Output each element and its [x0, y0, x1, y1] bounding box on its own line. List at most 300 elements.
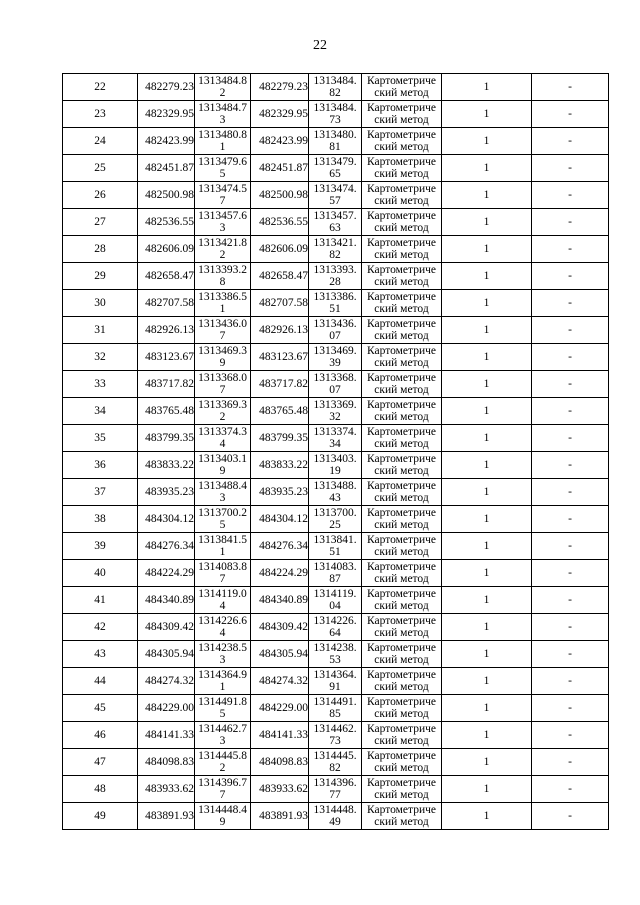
- cell-d: -: [568, 810, 572, 822]
- cell-y2b: 51: [329, 303, 341, 315]
- note-cell: [532, 641, 609, 668]
- point-number-cell: [63, 452, 138, 479]
- cell-y2a: 1314491.: [313, 696, 357, 708]
- cell-y2a: 1314448.: [313, 804, 357, 816]
- x-coordinate-cell-2: [251, 533, 309, 560]
- cell-n: 23: [94, 108, 106, 120]
- cell-x2: 483717.82: [259, 378, 308, 390]
- cell-d: -: [568, 81, 572, 93]
- note-cell: [532, 371, 609, 398]
- cell-n: 26: [94, 189, 106, 201]
- point-number-cell: [63, 74, 138, 101]
- cell-n: 44: [94, 675, 106, 687]
- x-coordinate-cell-2: [251, 290, 309, 317]
- cell-n: 27: [94, 216, 106, 228]
- cell-n: 41: [94, 594, 106, 606]
- x-coordinate-cell-2: [251, 641, 309, 668]
- cell-y2b: 28: [329, 276, 341, 288]
- cell-y1a: 1314462.7: [198, 723, 247, 735]
- table-row: [63, 722, 609, 749]
- y-coordinate-cell-2: [309, 506, 362, 533]
- cell-x2: 484305.94: [259, 648, 308, 660]
- cell-d: -: [568, 270, 572, 282]
- note-cell: [532, 209, 609, 236]
- cell-d: -: [568, 189, 572, 201]
- cell-n: 48: [94, 783, 106, 795]
- y-coordinate-cell-2: [309, 641, 362, 668]
- cell-d: -: [568, 243, 572, 255]
- y-coordinate-cell: [195, 641, 251, 668]
- note-cell: [532, 263, 609, 290]
- cell-d: -: [568, 567, 572, 579]
- cell-x1: 484141.33: [145, 729, 194, 741]
- note-cell: [532, 506, 609, 533]
- x-coordinate-cell-2: [251, 722, 309, 749]
- accuracy-cell: [442, 155, 532, 182]
- y-coordinate-cell: [195, 290, 251, 317]
- cell-x1: 483935.23: [145, 486, 194, 498]
- cell-x2: 484274.32: [259, 675, 308, 687]
- cell-x2: 483765.48: [259, 405, 308, 417]
- y-coordinate-cell-2: [309, 344, 362, 371]
- y-coordinate-cell-2: [309, 209, 362, 236]
- cell-y1a: 1313436.0: [198, 318, 247, 330]
- method-cell: Картометриче ский метод: [362, 479, 442, 506]
- method-cell: Картометриче ский метод: [362, 668, 442, 695]
- x-coordinate-cell-2: [251, 155, 309, 182]
- accuracy-cell: [442, 641, 532, 668]
- cell-d: -: [568, 702, 572, 714]
- cell-c: 1: [483, 513, 490, 525]
- x-coordinate-cell: [138, 425, 195, 452]
- x-coordinate-cell: [138, 344, 195, 371]
- method-cell: Картометриче ский метод: [362, 695, 442, 722]
- y-coordinate-cell-2: [309, 749, 362, 776]
- accuracy-cell: [442, 479, 532, 506]
- method-cell: Картометриче ский метод: [362, 128, 442, 155]
- note-cell: [532, 479, 609, 506]
- cell-y2b: 57: [329, 195, 341, 207]
- cell-n: 43: [94, 648, 106, 660]
- y-coordinate-cell-2: [309, 560, 362, 587]
- cell-y1b: 7: [219, 573, 226, 585]
- point-number-cell: [63, 722, 138, 749]
- y-coordinate-cell: [195, 614, 251, 641]
- method-cell: Картометриче ский метод: [362, 749, 442, 776]
- point-number-cell: [63, 398, 138, 425]
- x-coordinate-cell: [138, 317, 195, 344]
- cell-n: 49: [94, 810, 106, 822]
- cell-y2b: 77: [329, 789, 341, 801]
- x-coordinate-cell: [138, 614, 195, 641]
- cell-x1: 484340.89: [145, 594, 194, 606]
- cell-y2b: 07: [329, 330, 341, 342]
- cell-y1a: 1313484.7: [198, 102, 247, 114]
- x-coordinate-cell: [138, 128, 195, 155]
- y-coordinate-cell: [195, 317, 251, 344]
- cell-c: 1: [483, 567, 490, 579]
- cell-y1b: 4: [219, 600, 226, 612]
- x-coordinate-cell-2: [251, 236, 309, 263]
- point-number-cell: [63, 560, 138, 587]
- cell-d: -: [568, 486, 572, 498]
- point-number-cell: [63, 290, 138, 317]
- cell-y1b: 2: [219, 87, 226, 99]
- cell-x1: 484305.94: [145, 648, 194, 660]
- note-cell: [532, 668, 609, 695]
- cell-y2a: 1313369.: [313, 399, 357, 411]
- x-coordinate-cell-2: [251, 776, 309, 803]
- y-coordinate-cell: [195, 695, 251, 722]
- cell-y1b: 2: [219, 411, 226, 423]
- point-number-cell: [63, 236, 138, 263]
- method-cell: Картометриче ский метод: [362, 587, 442, 614]
- accuracy-cell: [442, 317, 532, 344]
- cell-d: -: [568, 135, 572, 147]
- note-cell: [532, 533, 609, 560]
- y-coordinate-cell: [195, 668, 251, 695]
- x-coordinate-cell-2: [251, 695, 309, 722]
- cell-n: 35: [94, 432, 106, 444]
- method-cell: Картометриче ский метод: [362, 533, 442, 560]
- cell-y1a: 1313386.5: [198, 291, 247, 303]
- y-coordinate-cell-2: [309, 74, 362, 101]
- cell-d: -: [568, 729, 572, 741]
- cell-y1b: 5: [219, 519, 226, 531]
- cell-x1: 482926.13: [145, 324, 194, 336]
- x-coordinate-cell: [138, 371, 195, 398]
- cell-y2b: 64: [329, 627, 341, 639]
- x-coordinate-cell-2: [251, 452, 309, 479]
- y-coordinate-cell-2: [309, 587, 362, 614]
- cell-n: 42: [94, 621, 106, 633]
- x-coordinate-cell: [138, 479, 195, 506]
- cell-c: 1: [483, 486, 490, 498]
- cell-d: -: [568, 108, 572, 120]
- table-row: [63, 74, 609, 101]
- x-coordinate-cell-2: [251, 398, 309, 425]
- cell-n: 24: [94, 135, 106, 147]
- cell-x1: 482451.87: [145, 162, 194, 174]
- cell-x1: 482658.47: [145, 270, 194, 282]
- y-coordinate-cell-2: [309, 722, 362, 749]
- cell-y2a: 1313841.: [313, 534, 357, 546]
- y-coordinate-cell: [195, 722, 251, 749]
- note-cell: [532, 587, 609, 614]
- cell-y1a: 1314445.8: [198, 750, 247, 762]
- table-row: [63, 236, 609, 263]
- x-coordinate-cell-2: [251, 101, 309, 128]
- accuracy-cell: [442, 371, 532, 398]
- point-number-cell: [63, 533, 138, 560]
- table-row: [63, 614, 609, 641]
- note-cell: [532, 398, 609, 425]
- method-cell: Картометриче ский метод: [362, 344, 442, 371]
- cell-c: 1: [483, 135, 490, 147]
- cell-c: 1: [483, 432, 490, 444]
- method-cell: Картометриче ский метод: [362, 398, 442, 425]
- y-coordinate-cell-2: [309, 452, 362, 479]
- cell-x2: 482423.99: [259, 135, 308, 147]
- cell-y1b: 7: [219, 789, 226, 801]
- accuracy-cell: [442, 695, 532, 722]
- cell-y2b: 07: [329, 384, 341, 396]
- cell-x2: 482279.23: [259, 81, 308, 93]
- cell-y1a: 1314396.7: [198, 777, 247, 789]
- table-row: [63, 263, 609, 290]
- cell-y2b: 25: [329, 519, 341, 531]
- cell-y2b: 34: [329, 438, 341, 450]
- cell-y1b: 5: [219, 168, 226, 180]
- cell-d: -: [568, 648, 572, 660]
- cell-c: 1: [483, 405, 490, 417]
- accuracy-cell: [442, 398, 532, 425]
- cell-y2a: 1313368.: [313, 372, 357, 384]
- method-cell: Картометриче ский метод: [362, 803, 442, 830]
- cell-x2: 484224.29: [259, 567, 308, 579]
- cell-x2: 482329.95: [259, 108, 308, 120]
- cell-y1b: 7: [219, 195, 226, 207]
- y-coordinate-cell: [195, 236, 251, 263]
- cell-y2a: 1314364.: [313, 669, 357, 681]
- point-number-cell: [63, 209, 138, 236]
- cell-c: 1: [483, 621, 490, 633]
- y-coordinate-cell: [195, 425, 251, 452]
- cell-c: 1: [483, 648, 490, 660]
- note-cell: [532, 776, 609, 803]
- y-coordinate-cell: [195, 155, 251, 182]
- cell-d: -: [568, 378, 572, 390]
- cell-d: -: [568, 675, 572, 687]
- y-coordinate-cell: [195, 74, 251, 101]
- cell-n: 33: [94, 378, 106, 390]
- x-coordinate-cell-2: [251, 749, 309, 776]
- y-coordinate-cell: [195, 506, 251, 533]
- note-cell: [532, 560, 609, 587]
- y-coordinate-cell-2: [309, 371, 362, 398]
- cell-y1b: 9: [219, 357, 226, 369]
- method-cell: Картометриче ский метод: [362, 614, 442, 641]
- method-cell: Картометриче ский метод: [362, 182, 442, 209]
- cell-n: 47: [94, 756, 106, 768]
- cell-y2a: 1313386.: [313, 291, 357, 303]
- cell-x1: 482536.55: [145, 216, 194, 228]
- cell-n: 36: [94, 459, 106, 471]
- cell-y2b: 82: [329, 249, 341, 261]
- cell-y2b: 65: [329, 168, 341, 180]
- point-number-cell: [63, 614, 138, 641]
- y-coordinate-cell-2: [309, 155, 362, 182]
- cell-d: -: [568, 459, 572, 471]
- y-coordinate-cell-2: [309, 425, 362, 452]
- note-cell: [532, 101, 609, 128]
- x-coordinate-cell-2: [251, 560, 309, 587]
- table-row: [63, 641, 609, 668]
- cell-y2b: 81: [329, 141, 341, 153]
- cell-n: 29: [94, 270, 106, 282]
- cell-y2a: 1313484.: [313, 102, 357, 114]
- cell-c: 1: [483, 459, 490, 471]
- cell-y1a: 1314083.8: [198, 561, 247, 573]
- method-cell: Картометриче ский метод: [362, 155, 442, 182]
- x-coordinate-cell-2: [251, 128, 309, 155]
- y-coordinate-cell-2: [309, 803, 362, 830]
- cell-d: -: [568, 351, 572, 363]
- accuracy-cell: [442, 776, 532, 803]
- method-cell: Картометриче ский метод: [362, 209, 442, 236]
- cell-c: 1: [483, 810, 490, 822]
- cell-x2: 482536.55: [259, 216, 308, 228]
- cell-n: 32: [94, 351, 106, 363]
- cell-y2a: 1313393.: [313, 264, 357, 276]
- x-coordinate-cell: [138, 506, 195, 533]
- cell-c: 1: [483, 729, 490, 741]
- y-coordinate-cell-2: [309, 776, 362, 803]
- table-row: [63, 155, 609, 182]
- x-coordinate-cell: [138, 290, 195, 317]
- y-coordinate-cell: [195, 128, 251, 155]
- y-coordinate-cell-2: [309, 317, 362, 344]
- note-cell: [532, 425, 609, 452]
- cell-y2a: 1313700.: [313, 507, 357, 519]
- cell-y1a: 1313369.3: [198, 399, 247, 411]
- cell-x1: 482500.98: [145, 189, 194, 201]
- cell-d: -: [568, 783, 572, 795]
- cell-x2: 482926.13: [259, 324, 308, 336]
- cell-x2: 484141.33: [259, 729, 308, 741]
- x-coordinate-cell-2: [251, 425, 309, 452]
- cell-y2a: 1313484.: [313, 75, 357, 87]
- y-coordinate-cell: [195, 101, 251, 128]
- method-cell: Картометриче ский метод: [362, 425, 442, 452]
- x-coordinate-cell: [138, 398, 195, 425]
- cell-d: -: [568, 405, 572, 417]
- page-number: 22: [313, 38, 327, 53]
- y-coordinate-cell: [195, 398, 251, 425]
- cell-y1a: 1313393.2: [198, 264, 247, 276]
- cell-d: -: [568, 540, 572, 552]
- cell-x2: 483799.35: [259, 432, 308, 444]
- y-coordinate-cell-2: [309, 614, 362, 641]
- cell-y2a: 1313474.: [313, 183, 357, 195]
- cell-c: 1: [483, 81, 490, 93]
- cell-y2b: 82: [329, 762, 341, 774]
- x-coordinate-cell: [138, 641, 195, 668]
- cell-c: 1: [483, 270, 490, 282]
- cell-y1a: 1313469.3: [198, 345, 247, 357]
- cell-n: 28: [94, 243, 106, 255]
- cell-n: 31: [94, 324, 106, 336]
- y-coordinate-cell: [195, 776, 251, 803]
- point-number-cell: [63, 668, 138, 695]
- cell-y2a: 1314119.: [313, 588, 357, 600]
- cell-d: -: [568, 297, 572, 309]
- accuracy-cell: [442, 263, 532, 290]
- note-cell: [532, 290, 609, 317]
- cell-y2b: 82: [329, 87, 341, 99]
- cell-y1b: 2: [219, 762, 226, 774]
- point-number-cell: [63, 371, 138, 398]
- x-coordinate-cell: [138, 452, 195, 479]
- accuracy-cell: [442, 344, 532, 371]
- x-coordinate-cell: [138, 155, 195, 182]
- cell-c: 1: [483, 243, 490, 255]
- cell-x1: 484229.00: [145, 702, 194, 714]
- accuracy-cell: [442, 101, 532, 128]
- accuracy-cell: [442, 236, 532, 263]
- accuracy-cell: [442, 533, 532, 560]
- cell-c: 1: [483, 594, 490, 606]
- y-coordinate-cell-2: [309, 479, 362, 506]
- cell-d: -: [568, 621, 572, 633]
- point-number-cell: [63, 128, 138, 155]
- table-row: [63, 695, 609, 722]
- cell-x2: 483123.67: [259, 351, 308, 363]
- cell-y1b: 1: [219, 681, 226, 693]
- cell-y1b: 8: [219, 276, 226, 288]
- cell-c: 1: [483, 297, 490, 309]
- y-coordinate-cell-2: [309, 290, 362, 317]
- y-coordinate-cell-2: [309, 101, 362, 128]
- cell-y1a: 1313479.6: [198, 156, 247, 168]
- cell-y1b: 4: [219, 438, 226, 450]
- y-coordinate-cell: [195, 560, 251, 587]
- y-coordinate-cell-2: [309, 668, 362, 695]
- cell-n: 37: [94, 486, 106, 498]
- y-coordinate-cell-2: [309, 398, 362, 425]
- cell-y2b: 43: [329, 492, 341, 504]
- table-row: [63, 668, 609, 695]
- cell-y2a: 1313479.: [313, 156, 357, 168]
- table-row: [63, 371, 609, 398]
- x-coordinate-cell: [138, 668, 195, 695]
- cell-d: -: [568, 594, 572, 606]
- table-row: [63, 452, 609, 479]
- cell-y1b: 2: [219, 249, 226, 261]
- cell-c: 1: [483, 702, 490, 714]
- point-number-cell: [63, 776, 138, 803]
- coordinates-table: [62, 73, 609, 830]
- cell-c: 1: [483, 351, 490, 363]
- cell-n: 45: [94, 702, 106, 714]
- cell-x1: 483717.82: [145, 378, 194, 390]
- cell-c: 1: [483, 324, 490, 336]
- point-number-cell: [63, 587, 138, 614]
- y-coordinate-cell: [195, 344, 251, 371]
- cell-n: 22: [94, 81, 106, 93]
- table-row: [63, 209, 609, 236]
- cell-y1b: 1: [219, 546, 226, 558]
- x-coordinate-cell-2: [251, 371, 309, 398]
- table-row: [63, 749, 609, 776]
- cell-y1a: 1314364.9: [198, 669, 247, 681]
- x-coordinate-cell-2: [251, 614, 309, 641]
- cell-y2b: 39: [329, 357, 341, 369]
- method-cell: Картометриче ский метод: [362, 371, 442, 398]
- note-cell: [532, 128, 609, 155]
- cell-n: 46: [94, 729, 106, 741]
- cell-y2b: 32: [329, 411, 341, 423]
- cell-y2a: 1313436.: [313, 318, 357, 330]
- y-coordinate-cell: [195, 452, 251, 479]
- cell-y1b: 4: [219, 627, 226, 639]
- point-number-cell: [63, 425, 138, 452]
- x-coordinate-cell-2: [251, 263, 309, 290]
- y-coordinate-cell: [195, 479, 251, 506]
- note-cell: [532, 614, 609, 641]
- cell-x1: 484309.42: [145, 621, 194, 633]
- point-number-cell: [63, 155, 138, 182]
